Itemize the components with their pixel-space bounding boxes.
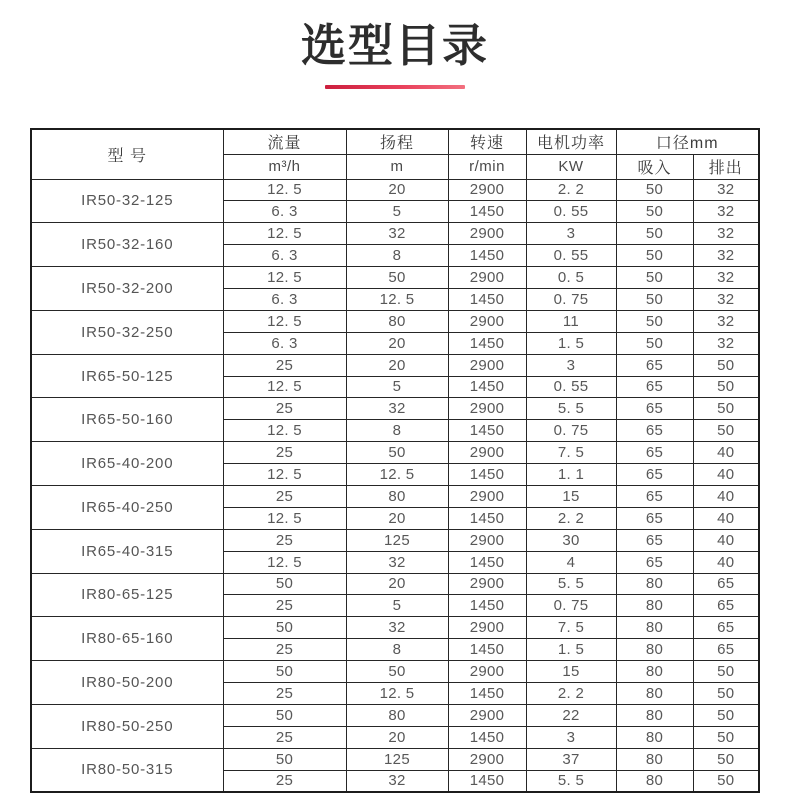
column-header-suction: 吸入 [616, 154, 693, 179]
value-cell: 3 [526, 223, 616, 245]
value-cell: 12. 5 [223, 223, 346, 245]
model-name: IR65-50-125 [31, 354, 223, 398]
page-title: 选型目录 [300, 20, 489, 71]
value-cell: 80 [616, 726, 693, 748]
table-row [31, 398, 759, 420]
model-name: IR80-50-315 [31, 748, 223, 792]
value-cell: 8 [346, 245, 448, 267]
value-cell: 80 [616, 573, 693, 595]
value-cell: 32 [693, 288, 759, 310]
value-cell: 40 [693, 507, 759, 529]
model-name: IR80-65-160 [31, 617, 223, 661]
table-row [31, 442, 759, 464]
value-cell: 1450 [448, 770, 526, 792]
value-cell: 1450 [448, 420, 526, 442]
value-cell: 1450 [448, 507, 526, 529]
value-cell: 32 [346, 223, 448, 245]
value-cell: 2900 [448, 223, 526, 245]
value-cell: 50 [616, 223, 693, 245]
value-cell: 80 [346, 310, 448, 332]
table-body [31, 179, 759, 792]
value-cell: 1450 [448, 201, 526, 223]
value-cell: 25 [223, 770, 346, 792]
model-name: IR65-50-160 [31, 398, 223, 442]
value-cell: 1. 5 [526, 639, 616, 661]
value-cell: 65 [693, 573, 759, 595]
value-cell: 25 [223, 398, 346, 420]
value-cell: 7. 5 [526, 617, 616, 639]
value-cell: 2900 [448, 179, 526, 201]
value-cell: 12. 5 [346, 682, 448, 704]
value-cell: 65 [693, 617, 759, 639]
value-cell: 2. 2 [526, 179, 616, 201]
value-cell: 22 [526, 704, 616, 726]
value-cell: 40 [693, 551, 759, 573]
value-cell: 20 [346, 332, 448, 354]
value-cell: 0. 5 [526, 267, 616, 289]
value-cell: 20 [346, 179, 448, 201]
value-cell: 65 [616, 507, 693, 529]
value-cell: 32 [693, 310, 759, 332]
value-cell: 25 [223, 726, 346, 748]
value-cell: 65 [693, 595, 759, 617]
value-cell: 20 [346, 573, 448, 595]
table-row [31, 179, 759, 201]
value-cell: 32 [693, 267, 759, 289]
table-row [31, 485, 759, 507]
value-cell: 125 [346, 529, 448, 551]
value-cell: 40 [693, 442, 759, 464]
value-cell: 6. 3 [223, 288, 346, 310]
value-cell: 65 [616, 529, 693, 551]
value-cell: 2900 [448, 573, 526, 595]
value-cell: 12. 5 [223, 267, 346, 289]
value-cell: 25 [223, 639, 346, 661]
value-cell: 32 [346, 617, 448, 639]
value-cell: 5 [346, 595, 448, 617]
value-cell: 5. 5 [526, 573, 616, 595]
value-cell: 25 [223, 529, 346, 551]
table-row [31, 748, 759, 770]
value-cell: 12. 5 [346, 464, 448, 486]
value-cell: 25 [223, 682, 346, 704]
value-cell: 12. 5 [346, 288, 448, 310]
value-cell: 1450 [448, 245, 526, 267]
model-name: IR65-40-200 [31, 442, 223, 486]
value-cell: 32 [693, 179, 759, 201]
column-header-power: 电机功率 [526, 129, 616, 154]
value-cell: 80 [346, 704, 448, 726]
value-cell: 11 [526, 310, 616, 332]
value-cell: 8 [346, 420, 448, 442]
value-cell: 2900 [448, 529, 526, 551]
column-header-model: 型 号 [31, 129, 223, 179]
value-cell: 12. 5 [223, 464, 346, 486]
column-header-diameter: 口径mm [616, 129, 759, 154]
model-name: IR50-32-200 [31, 267, 223, 311]
value-cell: 2. 2 [526, 507, 616, 529]
model-name: IR65-40-315 [31, 529, 223, 573]
value-cell: 2. 2 [526, 682, 616, 704]
value-cell: 32 [346, 398, 448, 420]
value-cell: 40 [693, 464, 759, 486]
value-cell: 6. 3 [223, 332, 346, 354]
value-cell: 50 [223, 748, 346, 770]
value-cell: 65 [616, 420, 693, 442]
value-cell: 2900 [448, 267, 526, 289]
table-row [31, 310, 759, 332]
value-cell: 32 [346, 770, 448, 792]
value-cell: 80 [616, 704, 693, 726]
value-cell: 2900 [448, 354, 526, 376]
value-cell: 12. 5 [223, 179, 346, 201]
value-cell: 65 [616, 398, 693, 420]
header-row-1 [31, 129, 759, 154]
value-cell: 80 [616, 748, 693, 770]
value-cell: 80 [616, 595, 693, 617]
value-cell: 1450 [448, 464, 526, 486]
value-cell: 0. 75 [526, 288, 616, 310]
value-cell: 50 [346, 267, 448, 289]
value-cell: 12. 5 [223, 507, 346, 529]
value-cell: 1450 [448, 726, 526, 748]
value-cell: 1. 1 [526, 464, 616, 486]
table-header [31, 129, 759, 179]
value-cell: 20 [346, 726, 448, 748]
value-cell: 50 [693, 770, 759, 792]
value-cell: 65 [616, 442, 693, 464]
value-cell: 20 [346, 507, 448, 529]
value-cell: 125 [346, 748, 448, 770]
value-cell: 15 [526, 661, 616, 683]
value-cell: 32 [693, 223, 759, 245]
model-name: IR50-32-250 [31, 310, 223, 354]
value-cell: 1450 [448, 551, 526, 573]
column-header-discharge: 排出 [693, 154, 759, 179]
value-cell: 50 [616, 310, 693, 332]
model-name: IR80-50-250 [31, 704, 223, 748]
value-cell: 50 [616, 201, 693, 223]
value-cell: 2900 [448, 661, 526, 683]
value-cell: 12. 5 [223, 376, 346, 398]
model-name: IR50-32-125 [31, 179, 223, 223]
value-cell: 80 [616, 661, 693, 683]
unit-speed: r/min [448, 154, 526, 179]
value-cell: 50 [223, 661, 346, 683]
value-cell: 65 [616, 485, 693, 507]
table-row [31, 704, 759, 726]
value-cell: 12. 5 [223, 310, 346, 332]
value-cell: 65 [693, 639, 759, 661]
value-cell: 2900 [448, 442, 526, 464]
value-cell: 4 [526, 551, 616, 573]
value-cell: 25 [223, 595, 346, 617]
value-cell: 1450 [448, 682, 526, 704]
value-cell: 50 [616, 179, 693, 201]
value-cell: 25 [223, 485, 346, 507]
value-cell: 50 [693, 661, 759, 683]
value-cell: 12. 5 [223, 551, 346, 573]
value-cell: 1450 [448, 595, 526, 617]
value-cell: 1. 5 [526, 332, 616, 354]
value-cell: 50 [693, 726, 759, 748]
value-cell: 65 [616, 551, 693, 573]
value-cell: 50 [693, 704, 759, 726]
value-cell: 2900 [448, 398, 526, 420]
value-cell: 15 [526, 485, 616, 507]
value-cell: 3 [526, 354, 616, 376]
selection-table [30, 128, 760, 793]
value-cell: 50 [693, 748, 759, 770]
column-header-speed: 转速 [448, 129, 526, 154]
value-cell: 2900 [448, 748, 526, 770]
column-header-flow: 流量 [223, 129, 346, 154]
unit-flow: m³/h [223, 154, 346, 179]
value-cell: 50 [693, 376, 759, 398]
value-cell: 5. 5 [526, 398, 616, 420]
value-cell: 2900 [448, 704, 526, 726]
column-header-head: 扬程 [346, 129, 448, 154]
value-cell: 7. 5 [526, 442, 616, 464]
value-cell: 32 [693, 245, 759, 267]
model-name: IR80-50-200 [31, 661, 223, 705]
value-cell: 1450 [448, 639, 526, 661]
table-row [31, 661, 759, 683]
model-name: IR50-32-160 [31, 223, 223, 267]
unit-power: KW [526, 154, 616, 179]
value-cell: 2900 [448, 310, 526, 332]
value-cell: 25 [223, 354, 346, 376]
value-cell: 1450 [448, 332, 526, 354]
value-cell: 0. 55 [526, 245, 616, 267]
value-cell: 32 [346, 551, 448, 573]
table-row [31, 617, 759, 639]
value-cell: 40 [693, 529, 759, 551]
model-name: IR65-40-250 [31, 485, 223, 529]
table-row [31, 223, 759, 245]
value-cell: 8 [346, 639, 448, 661]
value-cell: 50 [223, 617, 346, 639]
value-cell: 40 [693, 485, 759, 507]
value-cell: 32 [693, 332, 759, 354]
value-cell: 50 [616, 267, 693, 289]
value-cell: 5 [346, 201, 448, 223]
value-cell: 5. 5 [526, 770, 616, 792]
table-row [31, 267, 759, 289]
value-cell: 50 [616, 332, 693, 354]
value-cell: 2900 [448, 617, 526, 639]
value-cell: 50 [346, 661, 448, 683]
value-cell: 1450 [448, 376, 526, 398]
value-cell: 12. 5 [223, 420, 346, 442]
value-cell: 80 [616, 617, 693, 639]
value-cell: 6. 3 [223, 201, 346, 223]
value-cell: 50 [346, 442, 448, 464]
value-cell: 80 [616, 639, 693, 661]
value-cell: 50 [616, 288, 693, 310]
value-cell: 37 [526, 748, 616, 770]
table-row [31, 354, 759, 376]
value-cell: 0. 55 [526, 201, 616, 223]
value-cell: 50 [223, 573, 346, 595]
value-cell: 50 [223, 704, 346, 726]
value-cell: 1450 [448, 288, 526, 310]
value-cell: 50 [616, 245, 693, 267]
value-cell: 50 [693, 682, 759, 704]
value-cell: 80 [616, 770, 693, 792]
value-cell: 50 [693, 398, 759, 420]
value-cell: 80 [616, 682, 693, 704]
value-cell: 50 [693, 354, 759, 376]
value-cell: 80 [346, 485, 448, 507]
value-cell: 65 [616, 464, 693, 486]
value-cell: 32 [693, 201, 759, 223]
value-cell: 65 [616, 376, 693, 398]
value-cell: 65 [616, 354, 693, 376]
model-name: IR80-65-125 [31, 573, 223, 617]
unit-head: m [346, 154, 448, 179]
value-cell: 50 [693, 420, 759, 442]
value-cell: 5 [346, 376, 448, 398]
value-cell: 0. 55 [526, 376, 616, 398]
value-cell: 0. 75 [526, 420, 616, 442]
table-row [31, 529, 759, 551]
value-cell: 2900 [448, 485, 526, 507]
value-cell: 25 [223, 442, 346, 464]
value-cell: 0. 75 [526, 595, 616, 617]
table-row [31, 573, 759, 595]
value-cell: 3 [526, 726, 616, 748]
value-cell: 30 [526, 529, 616, 551]
value-cell: 6. 3 [223, 245, 346, 267]
title-underline [325, 85, 465, 89]
value-cell: 20 [346, 354, 448, 376]
